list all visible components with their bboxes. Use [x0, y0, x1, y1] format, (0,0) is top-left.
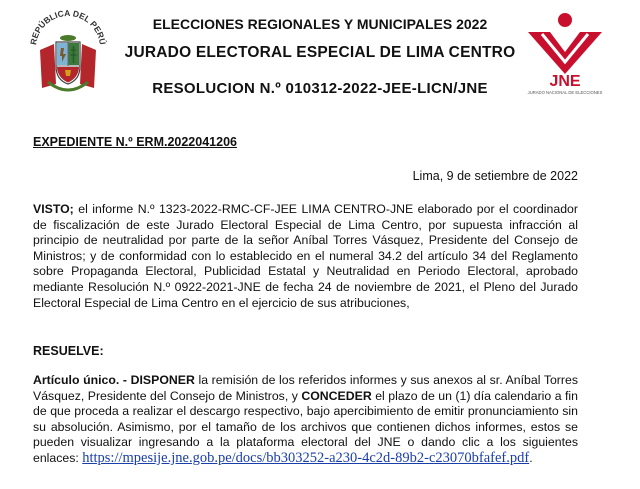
jne-logo-subtext: JURADO NACIONAL DE ELECCIONES [527, 90, 603, 95]
expediente-number: EXPEDIENTE N.º ERM.2022041206 [33, 135, 237, 149]
seal-text: REPÚBLICA DEL PERÚ [28, 8, 108, 46]
peru-coat-of-arms-icon [28, 8, 108, 96]
articulo-paragraph [33, 373, 578, 467]
articulo-label: Artículo único. - [33, 373, 127, 387]
election-title: ELECCIONES REGIONALES Y MUNICIPALES 2022 [152, 16, 488, 32]
visto-text: el informe N.º 1323-2022-RMC-CF-JEE LIMA CENTRO-JNE elaborado por el coordinador de fiscalización de este Jurado Electoral Especial de Lima Centro, por supuesta infracción al principio de neutralidad por parte de la señor Aníbal Torres Vásquez, Presidente del Consejo de Ministros; y de conformidad con lo establecido en el numeral 34.2 del artículo 34 del Reglamento sobre Propaganda Electoral, Publicidad Estatal y Neutralidad en Periodo Electoral, aprobado mediante Resolución N.º 0922-2021-JNE de fecha 24 de noviembre de 2021, el Pleno del Jurado Electoral Especial de Lima Centro en el ejercicio de sus atribuciones, [33, 202, 578, 310]
resuelve-heading: RESUELVE: [33, 344, 104, 358]
resolution-number: RESOLUCION N.º 010312-2022-JEE-LICN/JNE [152, 80, 488, 97]
jne-logo-text: JNE [549, 73, 581, 90]
jury-title: JURADO ELECTORAL ESPECIAL DE LIMA CENTRO [124, 44, 516, 61]
visto-label: VISTO; [33, 202, 74, 216]
conceder-keyword: CONCEDER [297, 388, 372, 403]
resolution-date: Lima, 9 de setiembre de 2022 [412, 169, 578, 183]
jne-logo-icon [520, 8, 610, 96]
articulo-text-2: el plazo de un (1) día calendario a fin de que proceda a realizar el descargo respectivo, bajo apercibimiento de emitir pronunciamiento sin su absolución. Asimismo, por el tamaño de los archivos que contienen dichos informes, estos se pueden visualizar ingresando a la plataforma electoral del JNE o dando clic a los siguientes enlaces: [33, 388, 579, 465]
disponer-keyword: DISPONER [127, 373, 195, 387]
document-link[interactable]: https://mpesije.jne.gob.pe/docs/bb303252-a230-4c2d-89b2-c23070bfafef.pdf [82, 449, 530, 466]
articulo-text-1: la remisión de los referidos informes y sus anexos al sr. Aníbal Torres Vásquez, Presidente del Consejo de Ministros, y [33, 373, 578, 403]
visto-paragraph [33, 202, 578, 311]
link-trailing-period: . [529, 450, 533, 465]
